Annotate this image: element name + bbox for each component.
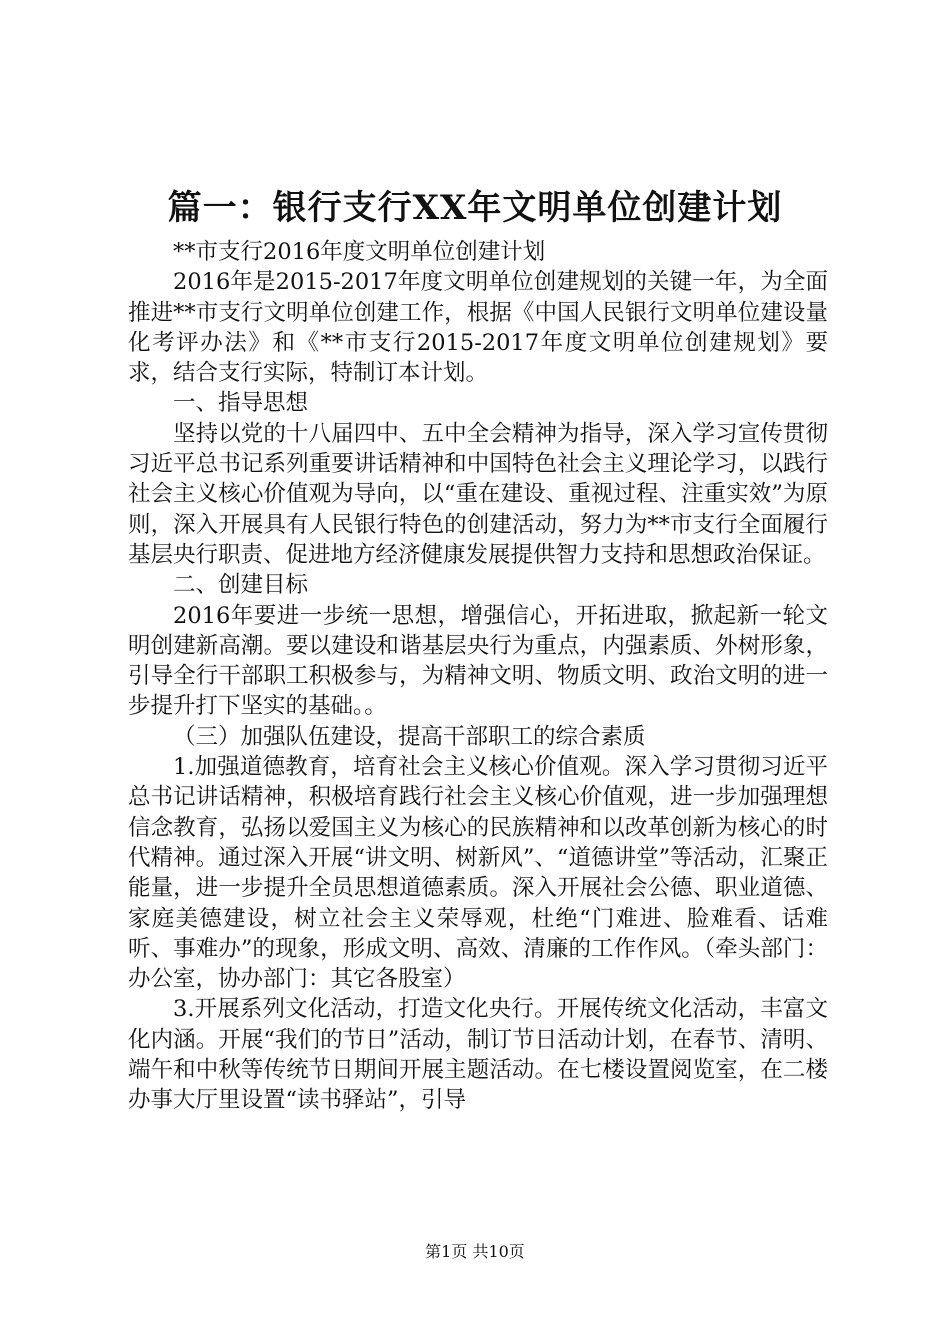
- item-3-paragraph: 3.开展系列文化活动，打造文化央行。开展传统文化活动，丰富文化内涵。开展“我们的节日”活动，制订节日活动计划，在春节、清明、端午和中秋等传统节日期间开展主题活动。在七楼设置阅览室，在二楼办事大厅里设置“读书驿站”，引导: [128, 996, 828, 1114]
- section-heading-guiding-ideology: 一、指导思想: [173, 390, 309, 417]
- section-heading-team-building: （三）加强队伍建设，提高干部职工的综合素质: [173, 723, 646, 750]
- intro-paragraph: 2016年是2015-2017年度文明单位创建规划的关键一年，为全面推进**市支行文明单位创建工作，根据《中国人民银行文明单位建设量化考评办法》和《**市支行2015-2017年度文明单位创建规划》要求，结合支行实际，特制订本计划。: [128, 269, 828, 387]
- item-1-paragraph: 1.加强道德教育，培育社会主义核心价值观。深入学习贯彻习近平总书记讲话精神，积极培育践行社会主义核心价值观，进一步加强理想信念教育，弘扬以爱国主义为核心的民族精神和以改革创新为核心的时代精神。通过深入开展“讲文明、树新风”、“道德讲堂”等活动，汇聚正能量，进一步提升全员思想道德素质。深入开展社会公德、职业道德、家庭美德建设，树立社会主义荣辱观，杜绝“门难进、脸难看、话难听、事难办”的现象，形成文明、高效、清廉的工作作风。（牵头部门：办公室，协办部门：其它各股室）: [128, 754, 828, 993]
- page-footer: 第1页 共10页: [425, 1242, 525, 1261]
- section-heading-goals: 二、创建目标: [173, 572, 309, 599]
- document-title: 篇一：银行支行XX年文明单位创建计划: [167, 188, 783, 228]
- document-body: [128, 237, 828, 1116]
- guiding-ideology-paragraph: 坚持以党的十八届四中、五中全会精神为指导，深入学习宣传贯彻习近平总书记系列重要讲话精神和中国特色社会主义理论学习，以践行社会主义核心价值观为导向，以“重在建设、重视过程、注重实效”为原则，深入开展具有人民银行特色的创建活动，努力为**市支行全面履行基层央行职责、促进地方经济健康发展提供智力支持和思想政治保证。: [128, 420, 828, 568]
- subtitle-paragraph: **市支行2016年度文明单位创建计划: [173, 239, 546, 265]
- goals-paragraph: 2016年要进一步统一思想，增强信心，开拓进取，掀起新一轮文明创建新高潮。要以建设和谐基层央行为重点，内强素质、外树形象，引导全行干部职工积极参与，为精神文明、物质文明、政治文明的进一步提升打下坚实的基础。。: [128, 602, 828, 720]
